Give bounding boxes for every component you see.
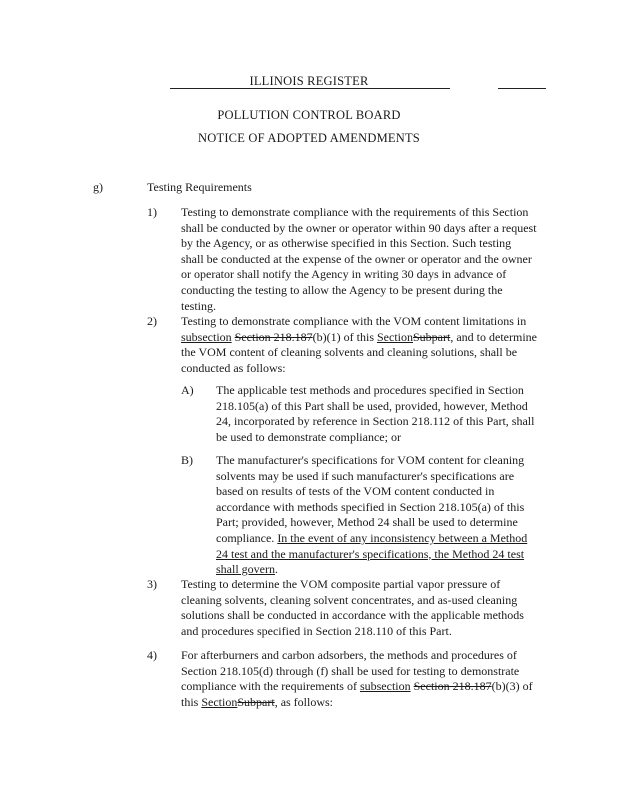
- inserted-text: subsection: [359, 679, 411, 694]
- item-B-label: B): [181, 453, 193, 467]
- text-line: or operator shall notify the Agency in writing 30 days in advance of: [181, 267, 507, 282]
- item-4-label: 4): [147, 648, 157, 662]
- text-line: Part; provided, however, Method 24 shall be used to determine: [216, 515, 518, 530]
- text-run: , as follows:: [274, 694, 334, 709]
- text-line: 218.105(a) of this Part shall be used, provided, however, Method: [216, 398, 528, 413]
- text-line: [216, 547, 527, 563]
- text-line: by the Agency, or as otherwise specified in this Section. Such testing: [181, 236, 512, 251]
- item-B-text: [216, 453, 527, 578]
- section-g-title: Testing Requirements: [147, 180, 252, 194]
- header-rule: [170, 88, 546, 89]
- text-line: For afterburners and carbon adsorbers, the methods and procedures of: [181, 648, 517, 662]
- text-line: accordance with methods specified in Section 218.105(a) of this: [216, 499, 525, 514]
- inserted-text: 24 test and the manufacturer's specifications, the Method 24 test: [216, 546, 525, 561]
- inserted-text: In the event of any inconsistency between a Method: [277, 530, 528, 545]
- text-line: be used to demonstrate compliance; or: [216, 429, 401, 444]
- text-line: 24, incorporated by reference in Section 218.112 of this Part, shall: [216, 414, 535, 429]
- inserted-text: subsection: [181, 329, 232, 344]
- text-line: [181, 679, 533, 695]
- item-A-label: A): [181, 383, 194, 397]
- item-4-text: [181, 648, 533, 710]
- text-run: compliance with the requirements of: [181, 679, 357, 694]
- text-line: based on results of tests of the VOM content conducted in: [216, 484, 495, 499]
- item-A-text: [216, 383, 534, 445]
- text-line: cleaning solvents, cleaning solvent concentrates, and as-used cleaning: [181, 592, 518, 607]
- deleted-text: Section 218.187: [234, 329, 313, 344]
- text-run: , and to determine: [450, 329, 537, 344]
- text-line: solvents may be used if such manufacturer's specifications are: [216, 468, 515, 483]
- deleted-text: Section 218.187: [413, 679, 492, 694]
- item-1-label: 1): [147, 205, 157, 219]
- text-run: .: [275, 562, 278, 577]
- text-line: shall be conducted at the expense of the owner or operator and the owner: [181, 251, 532, 266]
- text-run: this: [181, 694, 199, 709]
- text-run: (b)(3) of: [491, 679, 533, 694]
- inserted-text: Section: [377, 329, 413, 344]
- text-line: [181, 330, 537, 346]
- section-g-label: g): [93, 180, 103, 194]
- item-3-label: 3): [147, 577, 157, 591]
- text-line: [181, 695, 533, 711]
- item-2-text: [181, 314, 537, 376]
- text-line: conducted as follows:: [181, 360, 286, 375]
- text-line: conducting the testing to allow the Agency to be present during the: [181, 282, 503, 297]
- inserted-text: Section: [201, 694, 238, 709]
- item-3-text: [181, 577, 524, 639]
- text-line: [216, 562, 527, 578]
- text-line: Testing to demonstrate compliance with the requirements of this Section: [181, 205, 529, 219]
- text-line: Testing to determine the VOM composite partial vapor pressure of: [181, 577, 501, 591]
- register-title: ILLINOIS REGISTER: [249, 74, 369, 88]
- item-1-text: [181, 205, 537, 314]
- board-title: POLLUTION CONTROL BOARD: [217, 108, 401, 122]
- text-line: The applicable test methods and procedures specified in Section: [216, 383, 524, 397]
- text-line: [216, 531, 527, 547]
- notice-title: NOTICE OF ADOPTED AMENDMENTS: [198, 131, 420, 145]
- text-line: Section 218.105(d) through (f) shall be used for testing to demonstrate: [181, 663, 520, 678]
- text-line: shall be conducted by the owner or operator within 90 days after a request: [181, 220, 537, 235]
- inserted-text: shall govern: [216, 562, 275, 577]
- text-line: the VOM content of cleaning solvents and cleaning solutions, shall be: [181, 345, 518, 360]
- text-run: (b)(1) of this: [312, 329, 374, 344]
- text-line: and procedures specified in Section 218.110 of this Part.: [181, 623, 452, 638]
- text-line: testing.: [181, 298, 216, 313]
- deleted-text: Subpart: [413, 329, 451, 344]
- item-2-label: 2): [147, 314, 157, 328]
- deleted-text: Subpart: [237, 694, 275, 709]
- text-run: compliance.: [216, 530, 275, 545]
- text-line: The manufacturer's specifications for VOM content for cleaning: [216, 453, 525, 467]
- text-line: Testing to demonstrate compliance with the VOM content limitations in: [181, 314, 527, 328]
- text-line: solutions shall be conducted in accordance with the applicable methods: [181, 608, 524, 623]
